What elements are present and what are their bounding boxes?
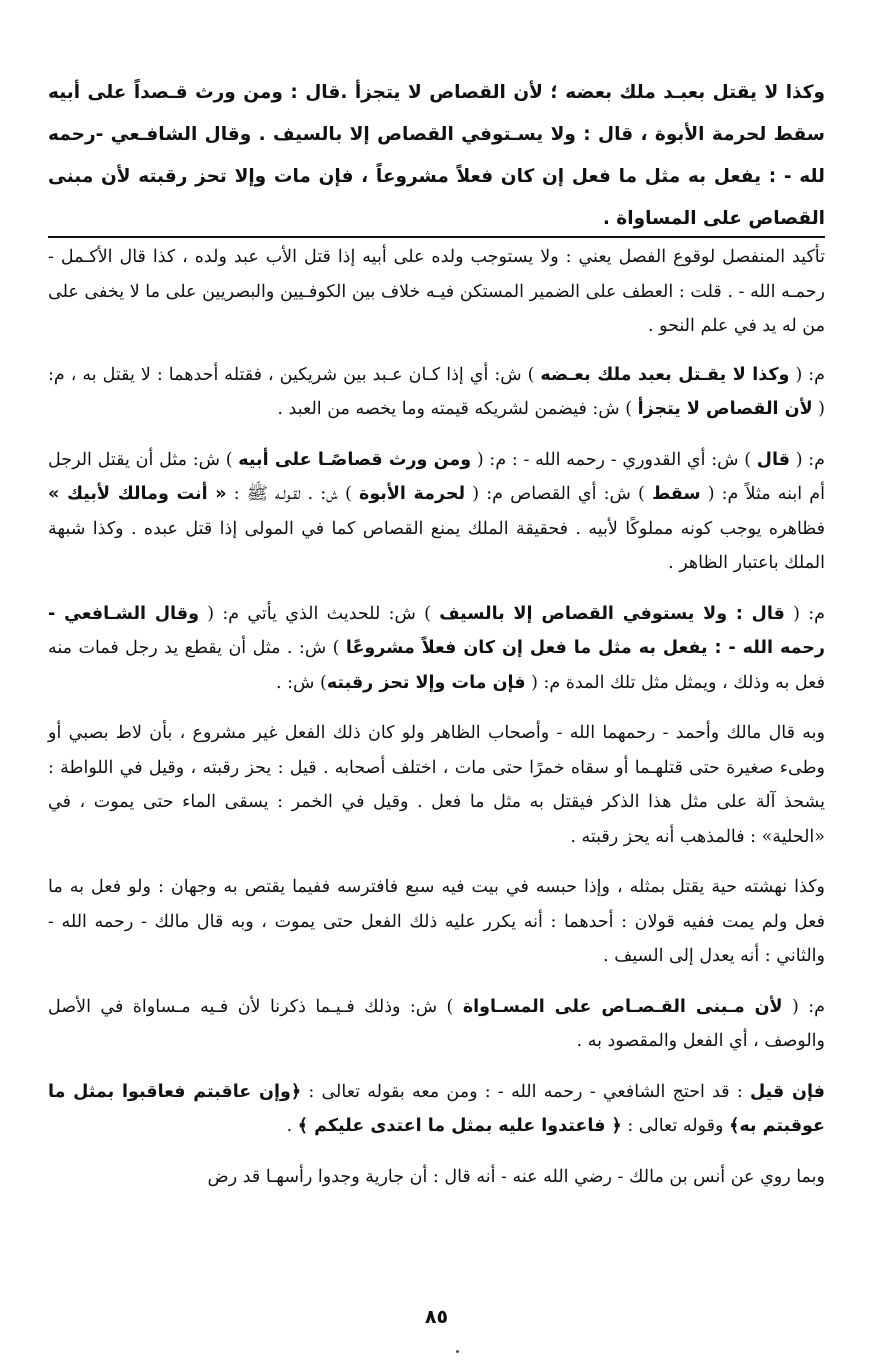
commentary-run: ) ش: أي القصاص م: ( xyxy=(465,484,652,504)
footnote-divider xyxy=(48,236,825,238)
commentary-run: ) ش: . مثل أن يقطع يد رجل فمات منه فعل به وذلك ، ويمثل مثل تلك المدة م: ( xyxy=(48,638,825,693)
matn-quote-run: لأن القصاص لا يتجزأ xyxy=(637,399,813,419)
matn-quote-run: لأن مـبنى القـصـاص على المسـاواة xyxy=(462,996,783,1017)
commentary-run: ) ش: للحديث الذي يأتي م: ( xyxy=(198,603,440,624)
matn-text-block xyxy=(48,72,825,240)
matn-quote-run: سقط xyxy=(652,484,701,504)
sharh-commentary xyxy=(48,240,825,1210)
matn-paragraph: وكذا لا يقتل بعبـد ملك بعضه ؛ لأن القصاص لا يتجزأ .قال : ومن ورث قـصداً على أبيه سقط لحرمة الأبوة ، قال : ولا يسـتوفي القصاص إلا بالسيف . وقال الشافـعي -رحمه لله - : يفعل به مثل ما فعل إن كان فعلاً مشروعاً ، فإن مات وإلا تحز رقبته لأن مبنى القصاص على المساواة . xyxy=(48,82,825,229)
commentary-run: ) ش: أي إذا كـان عـبد بين شريكين ، فقتله أحدهما : لا يقتل به ، م: ( xyxy=(48,364,825,419)
matn-quote-run: ﴿ فاعتدوا عليه بمثل ما اعتدى عليكم ﴾ xyxy=(297,1116,622,1136)
matn-quote-run: لحرمة الأبوة xyxy=(358,484,466,504)
sharh-paragraph-7 xyxy=(48,990,825,1059)
commentary-run: م: ( xyxy=(784,603,826,624)
matn-quote-run: وكذا لا يقـتل بعبد ملك بعـضه xyxy=(540,364,790,385)
commentary-run: . xyxy=(286,1116,298,1136)
commentary-run: ) ش: فيضمن لشريكه قيمته وما يخصه من العبد . xyxy=(277,399,638,419)
sharh-paragraph-4 xyxy=(48,597,825,701)
commentary-run: : قد احتج الشافعي - رحمه الله - : ومن معه بقوله تعالى : xyxy=(301,1081,751,1102)
matn-quote-run: « أنت ومالك لأبيك » xyxy=(48,484,227,504)
commentary-run: م: ( xyxy=(782,996,826,1017)
print-speck xyxy=(456,1350,459,1353)
commentary-run: وقوله تعالى : xyxy=(621,1116,730,1136)
page-number: ٨٥ xyxy=(424,1306,449,1328)
commentary-run: فظاهره يوجب كونه مملوكًا لأبيه . فحقيقة الملك يمنع القصاص كما في المولى إذا قتل عبده . وكذا شبهة الملك باعتبار الظاهر . xyxy=(48,518,825,573)
sharh-paragraph-1: تأكيد المنفصل لوقوع الفصل يعني : ولا يستوجب ولده على أبيه إذا قتل الأب عبد ولده ، كذا قال الأكـمل - رحمـه الله - . قلت : العطف على الضمير المستكن فيـه خلاف بين الكوفـيين والبصريين على ما لا يخفى على من له يد في علم النحو . xyxy=(48,247,825,336)
sharh-paragraph-2 xyxy=(48,358,825,427)
commentary-run: ) ش: وذلك فـيـما ذكرنا لأن فـيه مـساواة في الأصل والوصف ، أي الفعل والمقصود به . xyxy=(48,996,825,1051)
commentary-run: م: ( xyxy=(789,449,825,470)
sharh-paragraph-6: وكذا نهشته حية يقتل بمثله ، وإذا حبسه في بيت فيه سبع فافترسه ففيما يقتص به وجهان : ولو فعل به ما فعل ولم يمت ففيه قولان : أحدهما : أنه يكرر عليه ذلك الفعل حتى يموت ، وبه قال مالك - رحمه الله - والثاني : أنه يعدل إلى السيف . xyxy=(48,877,825,966)
commentary-run: ) ش: أي القدوري - رحمه الله - : م: ( xyxy=(471,449,757,470)
matn-quote-run: وقال الشـافعي - رحمه الله - : يفعل به مثل ما فعل إن كان فعلاً مشروعًا xyxy=(48,603,825,658)
matn-quote-run: ومن ورث قصاصًـا على أبيه xyxy=(238,449,472,470)
sharh-paragraph-8 xyxy=(48,1075,825,1144)
commentary-run: ) ش: . لقـولـه ﷺ : xyxy=(226,484,359,504)
matn-quote-run: فإن مات وإلا تحز رقبته xyxy=(326,672,526,693)
sharh-paragraph-5: وبه قال مالك وأحمد - رحمهما الله - وأصحاب الظاهر ولو كان ذلك الفعل غير مشروع ، بأن لاط بصبي أو وطىء صغيرة حتى قتلهـما أو سقاه خمرًا حتى مات ، اختلف أصحابه . قيل : يحز رقبته ، وقيل في اللواطة : يشحذ آلة على مثل هذا الذكر فيقتل به مثل ما فعل . وقيل في الخمر : يسقى الماء حتى يموت ، في «الحلية» : فالمذهب أنه يحز رقبته . xyxy=(48,723,825,847)
sharh-paragraph-9: وبما روي عن أنس بن مالك - رضي الله عنه - أنه قال : أن جارية وجدوا رأسهـا قد رض xyxy=(207,1166,825,1187)
commentary-run: ) ش: مثل أن يقتل الرجل أم ابنه مثلاً م: ( xyxy=(48,449,826,504)
commentary-run: ) ش: . xyxy=(276,672,327,693)
commentary-run: م: ( xyxy=(789,364,825,385)
matn-quote-run: فإن قيل xyxy=(750,1081,826,1102)
matn-quote-run: قال xyxy=(756,449,790,470)
sharh-paragraph-3 xyxy=(48,443,825,581)
matn-quote-run: قال : ولا يستوفي القصاص إلا بالسيف xyxy=(439,603,785,624)
matn-quote-run: ﴿وإن عاقبتم فعاقبوا بمثل ما عوقبتم به﴾ xyxy=(48,1081,825,1136)
